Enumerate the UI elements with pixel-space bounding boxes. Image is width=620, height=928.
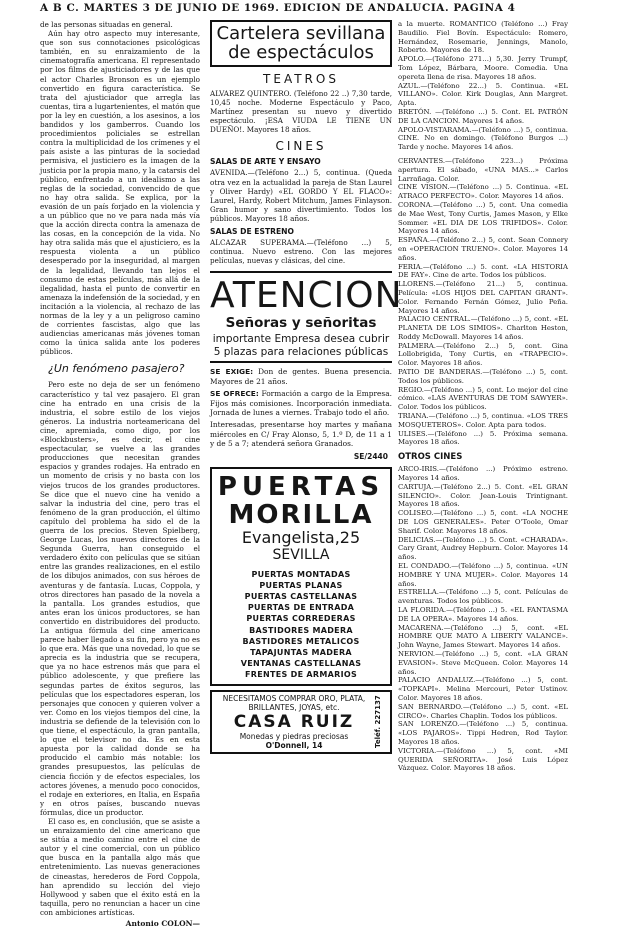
product-item: PUERTAS PLANAS — [259, 580, 343, 590]
article-subheading: ¿Un fenómeno pasajero? — [48, 362, 185, 376]
section-heading-estreno: SALAS DE ESTRENO — [210, 227, 294, 237]
ad-reference: SE/2440 — [353, 451, 388, 461]
article-signature: Antonio COLON— — [125, 919, 200, 928]
listing-block: a la muerte. ROMANTICO (Teléfono ...) Fray Baudilio. Fiel Bovín. Espectáculo: Romero, Hernández, Rosemarie, Jennings, Manolo, Roberto. Mayores de 18. APOLO.—(Teléfono 271...) 5,30. Jerry Trumpf, Tom López, Bárbara, Moore. Comedia. Una opereta llena de risa. Mayores 18 años. AZUL.—(Teléfono 22...) 5. Continua. «EL VILLANO». Color. Kirk Douglas, Ann Margret. Apta. BRETÓN. —(Teléfono ...) 5. Cont. EL PATRÓN DE LA CANCION. Mayores 14 años. APOLO-VISTARAMA.—(Teléfono ...) 5, continua. CINE. No en domingo. (Teléfono Burgos ...) Tarde y noche. Mayores 14 años. — [398, 20, 568, 152]
listings-column — [398, 20, 568, 814]
offer-line — [210, 389, 392, 417]
casa-ruiz-headline: NECESITAMOS COMPRAR ORO, PLATA, BRILLANTES, JOYAS, etc. — [222, 693, 366, 712]
cartelera-header-box — [210, 20, 392, 67]
contact-text: Interesadas, presentarse hoy martes y mañana miércoles en C/ Fray Alonso, 5, 1.º D, de 11 a 1 y de 5 a 7; atenderá señora Granados. — [210, 420, 392, 449]
listing-block: ARCO-IRIS.—(Teléfono ...) Próximo estreno. Mayores 14 años. CARTUJA.—(Teléfono 2...) 5. Cont. «EL GRAN SILENCIO». Color. Jean-Louis Trintignant. Mayores 18 años. COLISEO.—(Teléfono ...) 5, cont. «LA NOCHE DE LOS GENERALES». Peter O'Toole, Omar Sharif. Color. Mayores 18 años. DELICIAS.—(Teléfono ...) 5. Cont. «CHARADA». Cary Grant, Audrey Hepburn. Color. Mayores 14 años. EL CONDADO.—(Teléfono ...) 5, continua. «UN HOMBRE Y UNA MUJER». Color. Mayores 14 años. ESTRELLA.—(Teléfono ...) 5, cont. Películas de aventuras. Todos los públicos. LA FLORIDA.—(Teléfono ...) 5. «EL FANTASMA DE LA OPERA». Mayores 14 años. MACARENA.—(Teléfono ...) 5, cont. «EL HOMBRE QUE MATO A LIBERTY VALANCE». John Wayne, James Stewart. Mayores 14 años. NERVION.—(Teléfono ...) 5, cont. «LA GRAN EVASION». Steve McQueen. Color. Mayores 14 años. PALACIO ANDALUZ.—(Teléfono ...) 5, cont. «TOPKAPI». Melina Mercouri, Peter Ustinov. Color. Mayores 18 años. SAN BERNARDO.—(Teléfono ...) 5, cont. «EL CIRCO». Charles Chaplin. Todos los públicos. SAN LORENZO.—(Teléfono ...) 5, continua. «LOS PAJAROS». Tippi Hedren, Rod Taylor. Mayores 18 años. VICTORIA.—(Teléfono ...) 5, cont. «MI QUERIDA SEÑORITA». José Luis López Vázquez. Color. Mayores 18 años. — [398, 465, 568, 773]
product-item: TAPAJUNTAS MADERA — [250, 647, 352, 657]
section-heading-teatros: TEATROS — [263, 72, 339, 86]
atencion-ad — [210, 271, 403, 363]
puertas-morilla-ad — [210, 467, 392, 686]
requirement-label: SE EXIGE: — [210, 367, 254, 377]
article-paragraph: El caso es, en conclusión, que se asiste a un enraizamiento del cine americano que se sitúa a medio camino entre el cine de autor y el cine comercial, con un público que busca en la pantalla algo más que entretenimiento. Las nuevas generaciones de cineastas, herederos de Ford Coppola, han aprendido su lección del viejo Hollywood y saben que el éxito está en la taquilla, pero no renuncian a hacer un cine con ambiciones artísticas. — [40, 816, 200, 917]
requirement-text: Don de gentes. Buena presencia. Mayores de 21 años. — [210, 367, 392, 386]
article-paragraph: Pero este no deja de ser un fenómeno característico y tal vez pasajero. El gran cine ha entrado en una crisis de la industria, el sobre estilo de los viejos géneros. La industria norteamericana del cine, apremiada, como digo, por los «Blockbusters», es decir, el cine espectacular, se vuelve a las grandes producciones que necesitan grandes espacios y grandes rodajes. Ha entrado en un momento de crisis y no basta con los viejos trucos de los grandes productores. Se dice que el nuevo cine ha venido a salvar la industria del cine, pero tras el fenómeno de la gran producción, el último capítulo del problema ha sido el de la guerra de los precios. Steven Spielberg, George Lucas, los nuevos directores de la Segunda Guerra, han conseguido el verdadero éxito con películas que se sitúan entre las grandes realizaciones, en el estilo de los dibujos animados, con sus héroes de aventuras y de fantasía. Lucas, Coppola, y otros directores han pasado de la novela a la pantalla. Los grandes estudios, que antes eran los únicos productores, se han convertido en distribuidores del producto. La antigua fórmula del cine americano parece haber llegado a su fin, pero ya no es lo que era. Más que una novedad, lo que se aprecia es la industria que se recupera, que ya no hace estrenos más que para el público adolescente, y que prefiere las segundas partes de éxitos seguros, las películas que los espectadores esperan, los personajes que conocen y quieren volver a ver. Como en los viejos tiempos del cine, la industria se defiende de la televisión con lo que tiene, el espectáculo, la gran pantalla, lo que el televisor no da. Es en esta apuesta por la calidad donde se ha producido el cambio más notable: los grandes presupuestos, las películas de ciencia ficción y de efectos especiales, los actores jóvenes, a menudo poco conocidos, el rodaje en exteriores, en Italia, en España y en otros países, buscando nuevas fórmulas, dice un productor. — [40, 380, 200, 817]
ad-address: Evangelista,25 — [241, 527, 361, 547]
puertas-title: PUERTAS — [217, 471, 385, 502]
article-paragraph: Aún hay otro aspecto muy interesante, que son sus connotaciones psicológicas también, en su enraizamiento de la cinematografía americana. El representado por los films de ajusticiadores y de las que el actor Charles Bronson es un ejemplo convertido en figura característica. Se trata del ajusticiador que arregla las cuentas, tira a lugartenientes, el matón que por la ley en cuestión, a los asesinos, a los bandidos y los gamberros. Cuando los procedimientos policiales se estrellan contra la multiplicidad de los crímenes y el país asiste a las pinturas de la sociedad permisiva, el justiciero es la imagen de la justicia por la propia mano, y la catarsis del público, enfrentado a un idealismo a las reglas de la sociedad, convencido de que no hay otra salida. Se explica, por la evasión de un país forjado en la violencia y a un público que no ve para nada más vía que la acción directa contra la amenaza de las cosas, en la concepción de la vida. No hay otra salida más que el ajusticiero, es la respuesta violenta a un público desesperado por la inseguridad, al margen de la legalidad, llevando tan lejos el consumo de estas películas, más allá de la ilegalidad, hasta el punto de convertir en amenaza la indefensión de la sociedad, y en incitación a la violencia, al rechazo de las normas de la ley y a un peligroso camino de corrientes fascistas, algo que las audiencias americanas más jóvenes toman como la única salida ante los poderes públicos. — [40, 29, 200, 357]
listing-entry: ALVAREZ QUINTERO. (Teléfono 22 ..) 7,30 tarde, 10,45 noche. Moderne Espectáculo y Paco, Martínez presentan su nuevo y divertido espectáculo. ¡ESA VIUDA LE TIENE UN DUEÑO!. Mayores 18 años. — [210, 89, 392, 135]
article-column — [40, 20, 200, 928]
product-item: PUERTAS CORREDERAS — [246, 614, 356, 624]
atencion-title: ATENCION — [210, 275, 403, 317]
section-heading-cines: CINES — [275, 139, 327, 154]
cartelera-title: Cartelera sevillana de espectáculos — [216, 23, 386, 63]
requirement-line — [210, 367, 392, 386]
ad-city: SEVILLA — [272, 546, 330, 563]
casa-ruiz-name: CASA RUIZ — [233, 711, 355, 732]
article-paragraph: de las personas situadas en general. — [40, 20, 173, 29]
casa-ruiz-subtitle: Monedas y piedras preciosas — [239, 731, 349, 741]
casa-ruiz-ad — [210, 690, 392, 754]
section-heading-otros-cines: OTROS CINES — [398, 452, 463, 463]
casa-ruiz-main — [214, 694, 374, 750]
product-item: PUERTAS DE ENTRADA — [247, 603, 355, 613]
product-item: PUERTAS CASTELLANAS — [244, 591, 358, 601]
product-item: FRENTES DE ARMARIOS — [244, 670, 358, 680]
product-item: PUERTAS MONTADAS — [251, 569, 351, 579]
product-item: BASTIDORES METALICOS — [242, 636, 360, 646]
morilla-title: MORILLA — [228, 499, 374, 530]
page-header: A B C. MARTES 3 DE JUNIO DE 1969. EDICION DE ANDALUCIA. PAGINA 4 — [40, 2, 516, 14]
casa-ruiz-address: O'Donnell, 14 — [265, 740, 323, 750]
atencion-body: importante Empresa desea cubrir 5 plazas para relaciones públicas — [212, 333, 390, 358]
listing-block: CERVANTES.—(Teléfono 223...) Próxima apertura. El sábado, «UNA MAS...» Carlos Larrañaga. Color. CINE VISION.—(Teléfono ...) 5. Continua. «EL ATRACO PERFECTO». Color. Mayores 14 años. CORONA.—(Teléfono ...) 5, cont. Una comedia de Mae West, Tony Curtis, James Mason, y Elke Sommer. «EL DIA DE LOS TRIFIDOS». Color. Mayores 14 años. ESPAÑA.—(Teléfono 2...) 5, cont. Sean Connery en «OPERACION TRUENO». Color. Mayores 14 años. FERIA.—(Teléfono ...) 5. cont. «LA HISTORIA DE FAY». Cine de arte. Todos los públicos. LLORENS.—(Teléfono 21...) 5, continua. Película: «LOS HIJOS DEL CAPITAN GRANT». Color. Fernando Fernán Gómez, Julio Peña. Mayores 14 años. PALACIO CENTRAL.—(Teléfono ...) 5, cont. «EL PLANETA DE LOS SIMIOS». Charlton Heston, Roddy McDowall. Mayores 14 años. PALMERA.—(Teléfono 2...) 5, cont. Gina Lollobrigida, Tony Curtis, en «TRAPECIO». Color. Mayores 18 años. PATIO DE BANDERAS.—(Teléfono ...) 5, cont. Todos los públicos. REGIO.—(Teléfono ...) 5, cont. Lo mejor del cine cómico. «LAS AVENTURAS DE TOM SAWYER». Color. Todos los públicos. TRIANA.—(Teléfono ...) 5, continua. «LOS TRES MOSQUETEROS». Color. Apta para todos. ULISES.—(Teléfono ...) 5. Próxima semana. Mayores 18 años. — [398, 156, 568, 447]
listing-entry: AVENIDA.—(Teléfono 2...) 5, continua. (Queda otra vez en la actualidad la pareja de Stan Laurel y Oliver Hardy) «EL GORDO Y EL FLACO»: Laurel, Hardy, Robert Mitchum, James Finlayson. Gran humor y sano divertimiento. Todos los públicos. Mayores 18 años. — [210, 168, 392, 223]
product-item: BASTIDORES MADERA — [249, 625, 353, 635]
casa-ruiz-phone: Teléf. 227137 — [374, 695, 382, 748]
product-item: VENTANAS CASTELLANAS — [240, 659, 362, 669]
cartelera-column — [210, 20, 403, 814]
atencion-subtitle: Señoras y señoritas — [225, 315, 377, 332]
offer-text: Formación a cargo de la Empresa. Fijos más comisiones. Incorporación inmediata. Jornada de lunes a viernes. Trabajo todo el año. — [210, 389, 392, 417]
listing-entry: ALCAZAR SUPERAMA.—(Teléfono ...) 5, continua. Nuevo estreno. Con las mejores películas, nuevas y clásicas, del cine. — [210, 238, 392, 266]
offer-label: SE OFRECE: — [210, 389, 259, 399]
section-heading-arte: SALAS DE ARTE Y ENSAYO — [210, 157, 321, 167]
